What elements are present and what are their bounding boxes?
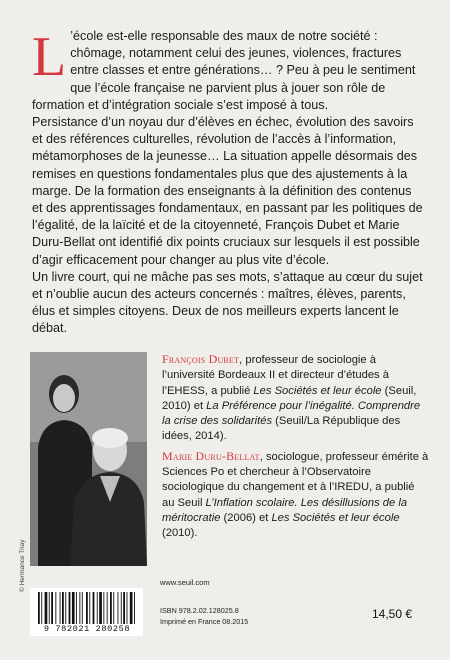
author-photo xyxy=(30,352,147,566)
isbn-number: ISBN 978.2.02.128025.8 xyxy=(160,606,239,615)
barcode-bars xyxy=(38,592,136,624)
blurb-paragraph-1 xyxy=(32,28,424,114)
isbn-block xyxy=(160,605,248,627)
bio-dubet: François Dubet, professeur de sociologie à l’université Bordeaux II et directeur d’études à l’EHESS, a publié Les Sociétés et leur école (Seuil, 2010) et La Préférence pour l’inégalité. Comprendre la crise des solidarités (Seuil/La République des idées, 2014). xyxy=(162,352,421,443)
barcode-digits: 9 782021 280258 xyxy=(43,624,131,634)
blurb-paragraph-2: Persistance d’un noyau dur d’élèves en échec, évolution des savoirs et des références culturelles, révolution de l’accès à l’information, métamorphoses de la jeunesse… La situation appelle désormais des remises en questions fondamentales plus que des ajustements à la marge. De la formation des enseignants à la définition des contenus et des apprentissages fondamentaux, en passant par les politiques de l’égalité, de la laïcité et de la citoyenneté, François Dubet et Marie Duru-Bellat ont identifié dix points cruciaux sur lesquels il est possible d’agir efficacement pour changer au plus vite d’école. xyxy=(32,115,423,267)
book-title: Les Sociétés et leur école xyxy=(271,511,400,524)
author-name-dubet: François Dubet xyxy=(162,352,240,366)
bio-duru-bellat: Marie Duru-Bellat, sociologue, professeur émérite à Sciences Po et chercheur à l’Observatoire sociologique du changement et à l’IREDU, a publié au Seuil L’Inflation scolaire. Les désillusions de la méritocratie (2006) et Les Sociétés et leur école (2010). xyxy=(162,448,429,540)
blurb-paragraph-1-text: ’école est-elle responsable des maux de notre société : chômage, notamment celui des jeunes, violences, fractures entre classes et entre générations… ? Peu à peu le sentiment que l’école française ne parvient plus à jouer son rôle de formation et d’intégration sociale s’est imposé à tous. xyxy=(32,29,416,112)
print-info: Imprimé en France 08.2015 xyxy=(160,617,249,626)
author-name-duru-bellat: Marie Duru-Bellat xyxy=(162,448,260,463)
author-photo-image xyxy=(30,352,147,566)
blurb-paragraph-3: Un livre court, qui ne mâche pas ses mots, s’attaque au cœur du sujet et n’oublie aucun des acteurs concernés : maîtres, élèves, parents, élus et simples citoyens. Deux de nos meilleurs experts lancent le débat. xyxy=(32,269,423,336)
book-title: Les Sociétés et leur école xyxy=(253,384,382,397)
author-bios xyxy=(162,352,430,546)
back-cover-blurb xyxy=(32,28,424,338)
photo-credit: © Hermance Triay xyxy=(19,539,26,592)
drop-cap: L xyxy=(32,26,67,88)
price: 14,50 € xyxy=(372,607,413,621)
publisher-website: www.seuil.com xyxy=(160,578,210,587)
book-title: L’Inflation scolaire. Les désillusions de la méritocratie xyxy=(162,496,408,524)
barcode xyxy=(30,588,143,636)
book-title: La Préférence pour l’inégalité. Comprendre la crise des solidarités xyxy=(162,399,421,428)
